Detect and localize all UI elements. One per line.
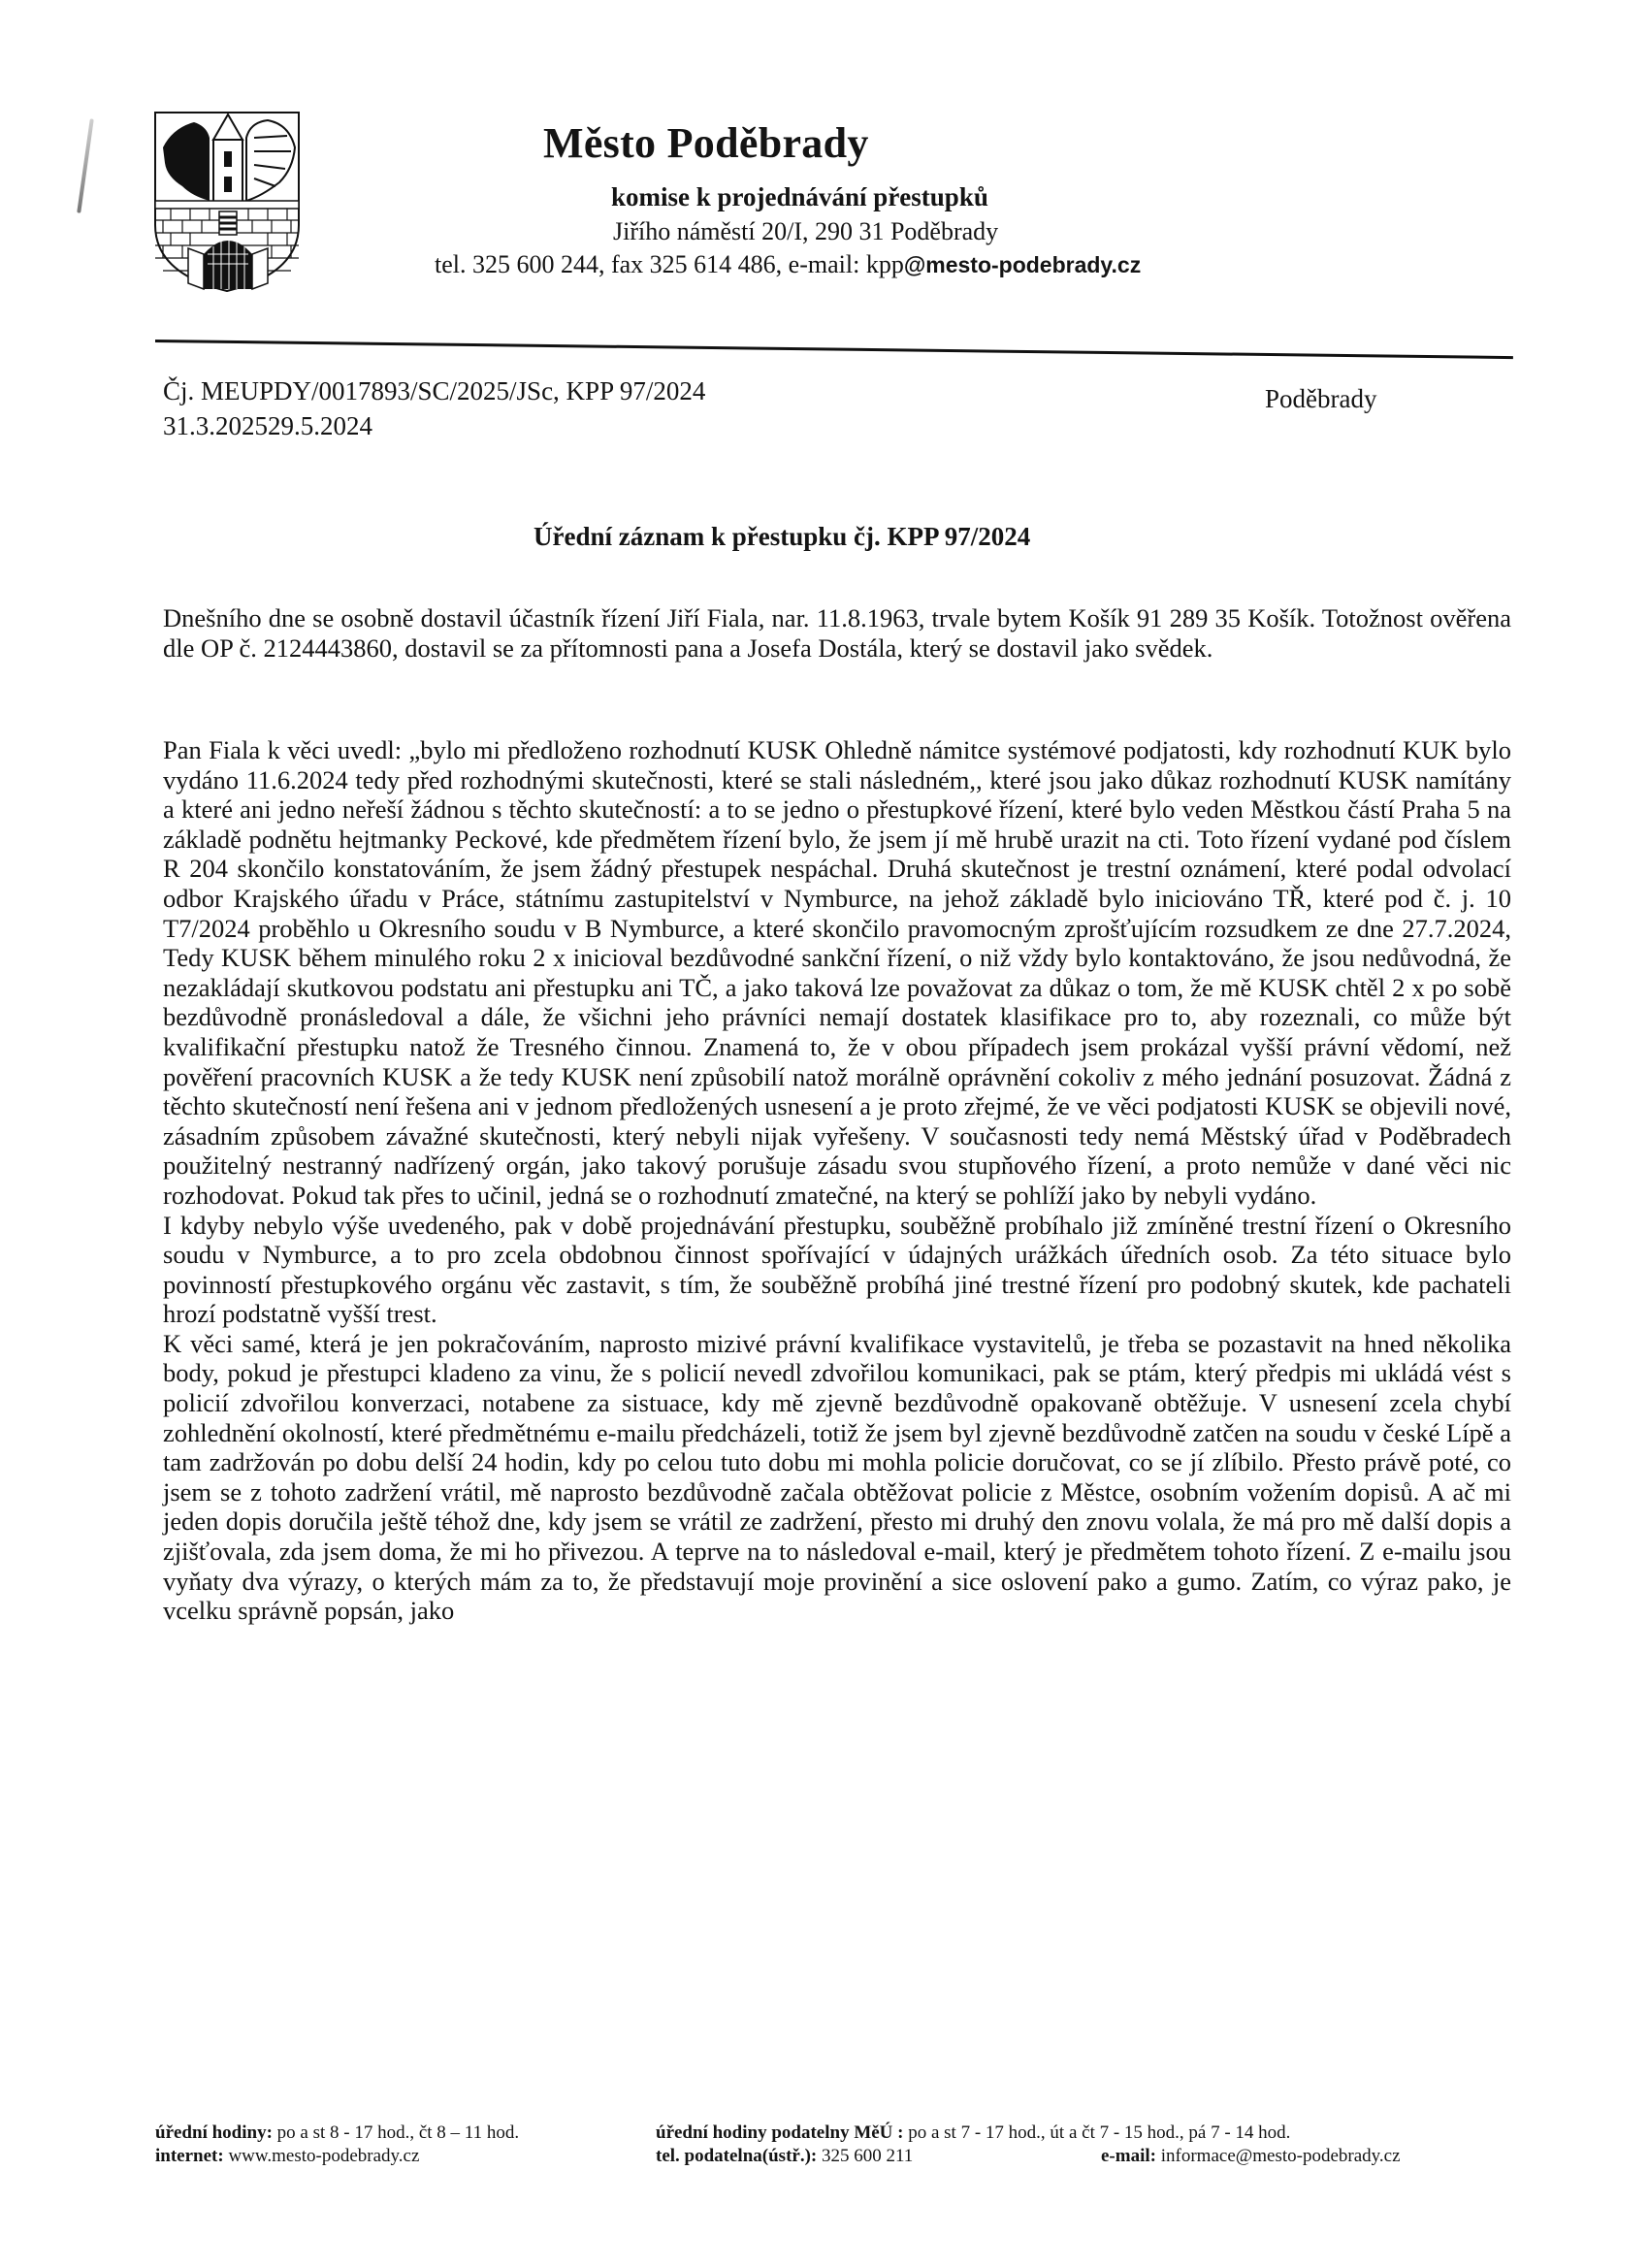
document-title: Úřední záznam k přestupku čj. KPP 97/2024 (534, 522, 1031, 551)
paragraph: I kdyby nebylo výše uvedeného, pak v době projednávání přestupku, souběžně probíhalo již zmíněné trestní řízení o Okresního soudu v Nymburce, a to pro zcela obdobnou činnost spořívající v údajných urážkách úředních osob. Za této situace bylo povinností přestupkového orgánu věc zastavit, s tím, že souběžně probíhá jiné trestné řízení pro podobný skutek, kde pachateli hrozí podstatně vyšší trest. (163, 1210, 1511, 1329)
filing-hours-label: úřední hodiny podatelny MěÚ : (656, 2122, 904, 2143)
org-contact (435, 250, 1141, 279)
case-number: Čj. MEUPDY/0017893/SC/2025/JSc, KPP 97/2024 (163, 376, 706, 405)
office-hours-value: po a st 8 - 17 hod., čt 8 – 11 hod. (276, 2122, 520, 2143)
body-paragraph-intro (163, 603, 1511, 663)
website-link[interactable]: www.mesto-podebrady.cz (228, 2146, 420, 2166)
document-date: 31.3.202529.5.2024 (163, 411, 372, 440)
page-footer (155, 2122, 1513, 2168)
header-divider (155, 340, 1513, 359)
department-name: komise k projednávání přestupků (611, 182, 988, 211)
phone-label: tel. podatelna(ústř.): (656, 2146, 818, 2166)
coat-of-arms-icon (153, 109, 301, 293)
filing-hours-value: po a st 7 - 17 hod., út a čt 7 - 15 hod., pá 7 - 14 hod. (908, 2122, 1291, 2143)
body-statement (163, 735, 1511, 1626)
internet-label: internet: (155, 2146, 224, 2166)
phone-value: 325 600 211 (821, 2146, 914, 2166)
contact-email-domain: @mesto-podebrady.cz (903, 252, 1142, 277)
scan-edge-mark (77, 118, 94, 213)
org-name: Město Poděbrady (543, 119, 869, 167)
paragraph: K věci samé, která je jen pokračováním, naprosto mizivé právní kvalifikace vystavitelů, je třeba se pozastavit na hned několika body, pokud je přestupci kladeno za vinu, že s policií nevedl zdvořilou komunikaci, pak se ptám, který předpis mi ukládá vést s policií zdvořilou konverzaci, notabene za sistuace, kdy mě zjevně bezdůvodně opakovaně obtěžuje. V usnesení zcela chybí zohlednění okolností, které předmětnému e-mailu předcházeli, totiž že jsem byl zjevně bezdůvodně zatčen na soudu v české Lípě a tam zadržován po dobu delší 24 hodin, kdy po celou tuto dobu mi mohla policie doručovat, co se jí zlíbilo. Přesto právě poté, co jsem se z tohoto zadržení vrátil, mě naprosto bezdůvodně začala obtěžovat policie z Městce, osobním vožením dopisů. A ač mi jeden dopis doručila ještě téhož dne, kdy jsem se vrátil ze zadržení, přesto mi druhý den znovu volala, že má pro mě další dopis a zjišťovala, zda jsem doma, že mi ho přivezou. A teprve na to následoval e-mail, který je předmětem tohoto řízení. Z e-mailu jsou vyňaty dva výrazy, o kterých mám za to, že představují moje provinění a sice oslovení pako a gumo. Zatím, co výraz pako, je vcelku správně popsán, jako (163, 1328, 1511, 1626)
document-place: Poděbrady (1265, 384, 1377, 413)
office-hours-label: úřední hodiny: (155, 2122, 273, 2143)
paragraph: Pan Fiala k věci uvedl: „bylo mi předloženo rozhodnutí KUSK Ohledně námitce systémové podjatosti, kdy rozhodnutí KUK bylo vydáno 11.6.2024 tedy před rozhodnými skutečnosti, které se stali následném,, které jsou jako důkaz rozhodnutí KUSK namítány a které ani jedno neřeší žádnou s těchto skutečností: a to se jedno o přestupkové řízení, které bylo veden Městkou částí Praha 5 na základě podnětu hejtmanky Peckové, kde předmětem řízení bylo, že jsem jí mě hrubě urazit na cti. Toto řízení vydané pod číslem R 204 skončilo konstatováním, že jsem žádný přestupek nespáchal. Druhá skutečnost je trestní oznámení, které podal odvolací odbor Krajského úřadu v Práce, státnímu zastupitelství v Nymburce, na jehož základě bylo iniciováno TŘ, které pod č. j. 10 T7/2024 proběhlo u Okresního soudu v B Nymburce, a které skončilo pravomocným zprošťujícím rozsudkem ze dne 27.7.2024, Tedy KUSK během minulého roku 2 x inicioval bezdůvodné sankční řízení, o niž vždy bylo kontaktováno, že jsou nedůvodná, že nezakládají skutkovou podstatu ani přestupku ani TČ, a jako taková lze považovat za důkaz o tom, že mě KUSK chtěl 2 x po sobě bezdůvodně pronásledoval a dále, že všichni jeho právníci nemají dostatek klasifikace pro to, aby rozeznali, co může být kvalifikační přestupku natož že Tresného činnou. Znamená to, že v obou případech jsem prokázal vyšší právní vědomí, než pověření pracovních KUSK a že tedy KUSK není způsobilí natož morálně oprávnění cokoliv z mého jednání posuzovat. Žádná z těchto skutečností není řešena ani v jednom předložených usnesení a je proto zřejmé, že ve věci podjatosti KUSK se objevili nové, zásadním způsobem závažné skutečnosti, který nebyli nijak vyřešeny. V současnosti tedy nemá Městský úřad v Poděbradech použitelný nestranný nadřízený orgán, jako takový porušuje zásadu svou stupňového řízení, a proto nemůže v dané věci nic rozhodovat. Pokud tak přes to učinil, jedná se o rozhodnutí zmatečné, na který se pohlíží jako by nebyli vydáno. (163, 735, 1511, 1210)
email-link[interactable]: informace@mesto-podebrady.cz (1160, 2146, 1401, 2166)
org-address: Jiřího náměstí 20/I, 290 31 Poděbrady (613, 217, 999, 245)
reference-block (163, 373, 705, 443)
paragraph: Dnešního dne se osobně dostavil účastník řízení Jiří Fiala, nar. 11.8.1963, trvale bytem Košík 91 289 35 Košík. Totožnost ověřena dle OP č. 2124443860, dostavil se za přítomnosti pana a Josefa Dostála, který se dostavil jako svědek. (163, 603, 1511, 663)
contact-text: tel. 325 600 244, fax 325 614 486, e-mail: kpp (435, 250, 904, 278)
email-label: e-mail: (1101, 2146, 1156, 2166)
